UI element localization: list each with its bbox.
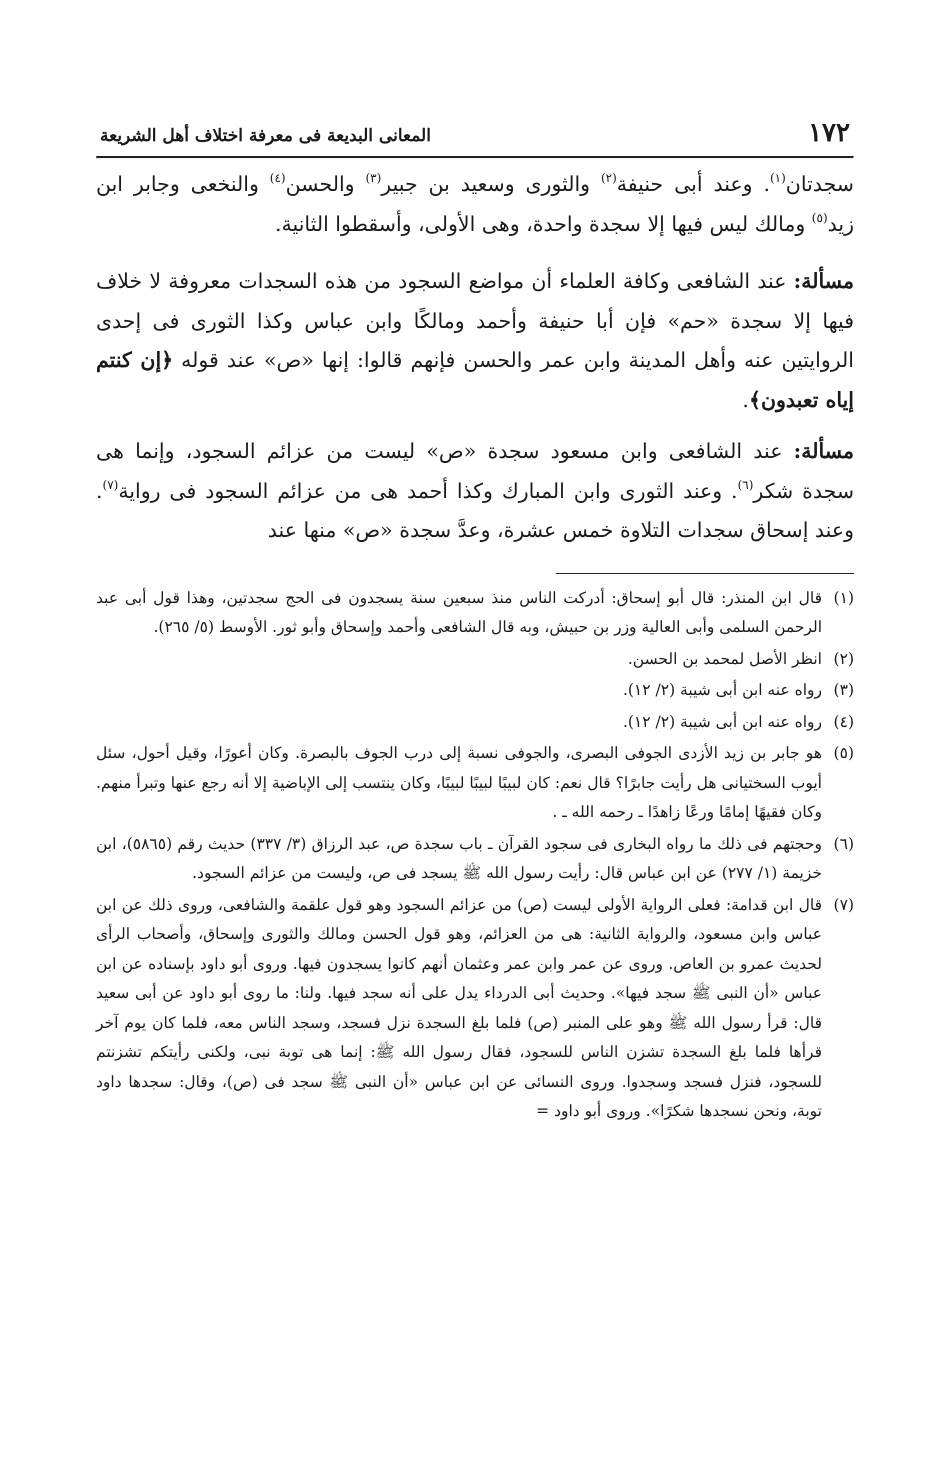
footnote-ref-2[interactable]: (٢) [600, 171, 617, 185]
page-number: ١٧٢ [808, 118, 850, 148]
footnote-number: (١) [833, 588, 854, 607]
footnote [96, 739, 854, 828]
footnote-text: قال ابن قدامة: فعلى الرواية الأولى ليست (ص) من عزائم السجود وهو قول علقمة والشافعى، وروى ذلك عن ابن عباس وابن مسعود، والرواية الثانية: هى من العزائم، وهو قول الحسن ومالك والثورى وإسحاق، وأصحاب الرأى لحديث عمرو بن العاص. وروى عن عمر وابن عمر وعثمان أنهم كانوا يسجدون فيها. وروى أبو داود بإسناده عن ابن عباس «أن النبى ﷺ سجد فيها». وحديث أبى الدرداء يدل على أنه سجد فيها. ولنا: ما روى أبو داود عن أبى سعيد قال: قرأ رسول الله ﷺ وهو على المنبر (ص) فلما بلغ السجدة نزل فسجد، وسجد الناس معه، فلما كان يوم آخر قرأها فلما بلغ السجدة تشزن الناس للسجود، فقال رسول الله ﷺ: إنما هى توبة نبى، ولكنى رأيتكم تشزنتم للسجود، فنزل فسجد وسجدوا. وروى النسائى عن ابن عباس «أن النبى ﷺ سجد فى (ص)، وقال: سجدها داود توبة، ونحن نسجدها شكرًا». وروى أبو داود = [96, 895, 822, 1120]
masala-heading: مسألة: [793, 269, 854, 293]
running-header [96, 118, 854, 156]
footnote-text: وحجتهم فى ذلك ما رواه البخارى فى سجود القرآن ـ باب سجدة ص، عبد الرزاق (٣/ ٣٣٧) حديث رقم (٥٨٦٥)، ابن خزيمة (١/ ٢٧٧) عن ابن عباس قال: رأيت رسول الله ﷺ يسجد فى ص، وليست من عزائم السجود. [96, 834, 822, 882]
text-span: والحسن [285, 172, 366, 196]
text-span: عند الشافعى وكافة العلماء أن مواضع السجود من هذه السجدات معروفة لا خلاف فيها إلا سجدة «حم» فإن أبا حنيفة وأحمد ومالكًا وابن عباس وكذا الثورى فى إحدى الروايتين عنه وأهل المدينة وابن عمر والحسن فإنهم قالوا: إنها «ص» عند قوله [96, 269, 854, 372]
footnote [96, 584, 854, 643]
text-span: . وعند الثورى وابن المبارك وكذا أحمد هى من عزائم السجود فى رواية [118, 478, 738, 503]
paragraph-2 [96, 262, 854, 420]
footnote [96, 645, 854, 675]
text-span: والنخعى وجابر ابن زيد [96, 172, 854, 236]
footnote-number: (٤) [833, 712, 854, 731]
main-text [96, 165, 854, 551]
text-span: عند الشافعى وابن مسعود سجدة «ص» ليست من عزائم السجود، وإنما هى سجدة شكر [96, 439, 854, 503]
text-span: . [742, 387, 749, 412]
footnote-ref-7[interactable]: (٧) [102, 477, 119, 492]
footnote-ref-3[interactable]: (٣) [365, 171, 382, 185]
footnote-ref-6[interactable]: (٦) [737, 477, 754, 492]
running-title: المعانى البديعة فى معرفة اختلاف أهل الشريعة [100, 126, 431, 146]
footnote-text: رواه عنه ابن أبى شيبة (٢/ ١٢). [622, 712, 822, 731]
footnote-ref-4[interactable]: (٤) [269, 171, 286, 185]
text-span: . وعند أبى حنيفة [616, 172, 770, 196]
footnote-number: (٥) [833, 744, 854, 762]
footnote-separator [556, 573, 854, 574]
book-page [96, 118, 854, 1129]
footnote-text: قال ابن المنذر: قال أبو إسحاق: أدركت الناس منذ سبعين سنة يسجدون فى الحج سجدتين، وهذا قول أبى عبد الرحمن السلمى وأبى العالية وزر بن حبيش، وبه قال الشافعى وأحمد وإسحاق وأبو ثور. الأوسط (٥/ ٢٦٥). [96, 588, 822, 636]
paragraph-1 [96, 165, 854, 244]
footnote-text: انظر الأصل لمحمد بن الحسن. [627, 649, 822, 668]
footnote [96, 676, 854, 706]
text-span: والثورى وسعيد بن جبير [381, 172, 601, 196]
text-span: سجدتان [785, 172, 854, 196]
paragraph-3 [96, 432, 854, 551]
footnote-text: هو جابر بن زيد الأزدى الجوفى البصرى، والجوفى نسبة إلى درب الجوف بالبصرة. وكان أعورًا، وقيل أحول، سئل أيوب السختيانى هل رأيت جابرًا؟ قال نعم: كان لبيبًا لبيبًا لبيبًا، وكان ينتسب إلى الإباضية إلا أنه رجع عنها وتبرأ منهم. وكان فقيهًا إمامًا ورعًا زاهدًا ـ رحمه الله ـ . [96, 744, 822, 821]
footnote-text: رواه عنه ابن أبى شيبة (٢/ ١٢). [622, 681, 822, 699]
footnote [96, 891, 854, 1127]
footnote-number: (٣) [833, 681, 854, 699]
footnote-number: (٦) [833, 834, 854, 853]
footnote [96, 708, 854, 738]
text-span: ومالك ليس فيها إلا سجدة واحدة، وهى الأولى، وأسقطوا الثانية. [275, 211, 812, 236]
footnote-number: (٢) [833, 649, 854, 668]
footnote-ref-1[interactable]: (١) [769, 171, 786, 185]
footnote [96, 830, 854, 889]
header-rule [96, 156, 854, 159]
footnote-ref-5[interactable]: (٥) [811, 210, 828, 225]
footnotes [96, 584, 854, 1127]
footnote-number: (٧) [833, 895, 854, 914]
quran-quote: ﴿إن كنتم إياه تعبدون﴾ [96, 348, 854, 412]
text-span: . وعند إسحاق سجدات التلاوة خمس عشرة، وعدَّ سجدة «ص» منها عند [96, 478, 854, 542]
masala-heading: مسألة: [793, 439, 854, 463]
